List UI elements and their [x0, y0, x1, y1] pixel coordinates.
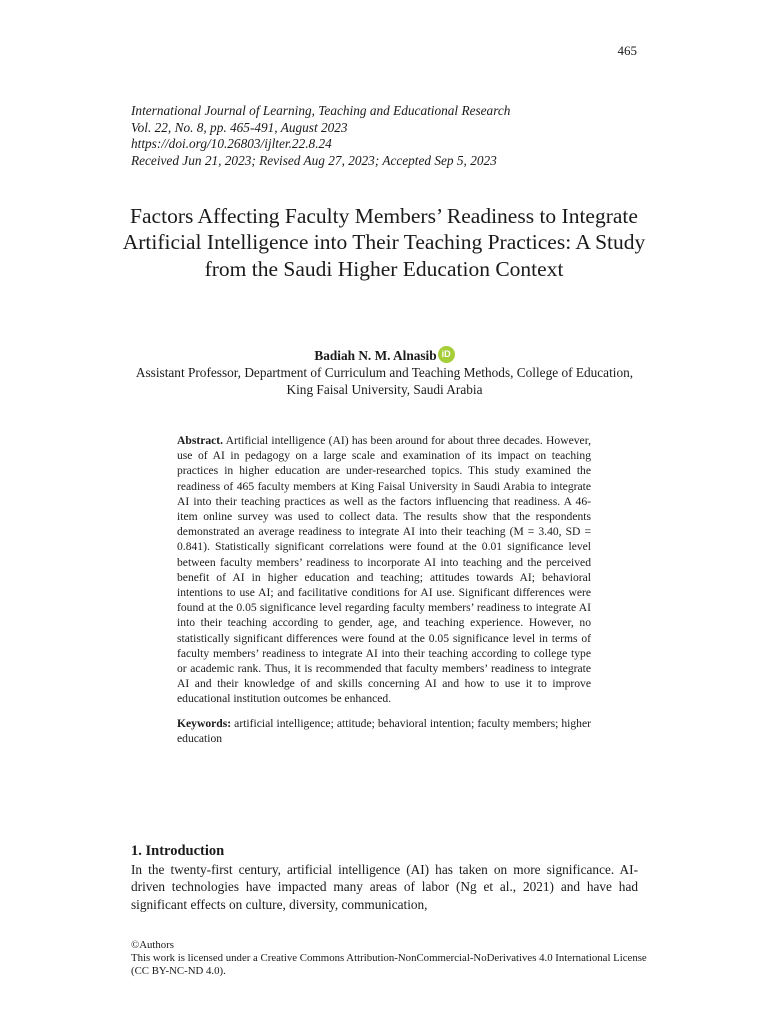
orcid-icon[interactable]: iD [438, 346, 455, 363]
license-footer [131, 939, 651, 979]
journal-name: International Journal of Learning, Teaching and Educational Research [131, 103, 511, 118]
copyright-line: ©Authors [131, 939, 174, 951]
introduction-text: In the twenty-first century, artificial intelligence (AI) has taken on more significance. AI-driven technologies have impacted many areas of labor (Ng et al., 2021) and have had significant effects on culture, diversity, communication, [131, 862, 638, 912]
abstract-block [177, 433, 591, 746]
journal-doi[interactable]: https://doi.org/10.26803/ijlter.22.8.24 [131, 136, 332, 152]
abstract-text: Artificial intelligence (AI) has been around for about three decades. However, use of AI in pedagogy on a large scale and examination of its impact on teaching practices in higher education are under-researched topics. This study examined the readiness of 465 faculty members at King Faisal University in Saudi Arabia to integrate AI into their teaching practices as well as the factors influencing that readiness. A 46-item online survey was used to collect data. The results show that the respondents demonstrated an average readiness to integrate AI into their teaching (M = 3.40, SD = 0.841). Statistically significant correlations were found at the 0.01 significance level between faculty members’ readiness to incorporate AI into teaching and the perceived benefit of AI in higher education and teaching; attitudes towards AI; behavioral intentions to use AI; and facilitative conditions for AI use. Significant differences were found at the 0.05 significance level regarding faculty members’ readiness to integrate AI into their teaching according to gender, age, and teaching experience. However, no statistically significant differences were found at the 0.05 significance level in terms of faculty members’ readiness to integrate AI into their teaching according to college type or academic rank. Thus, it is recommended that faculty members’ readiness to integrate AI and their knowledge of and skills concerning AI and how to use it to improve educational institution outcomes be enhanced. [177, 434, 591, 706]
paper-title: Factors Affecting Faculty Members’ Readiness to Integrate Artificial Intelligence into Their Teaching Practices: A Study from the Saudi Higher Education Context [122, 204, 646, 281]
author-affiliation: Assistant Professor, Department of Curriculum and Teaching Methods, College of Education, King Faisal University, Saudi Arabia [135, 365, 634, 397]
abstract-label: Abstract. [177, 434, 224, 447]
journal-dates: Received Jun 21, 2023; Revised Aug 27, 2023; Accepted Sep 5, 2023 [131, 152, 497, 168]
keywords-label: Keywords: [177, 716, 232, 730]
abstract-paragraph [177, 433, 591, 707]
license-text: This work is licensed under a Creative Commons Attribution-NonCommercial-NoDerivatives 4.0 International License (CC BY-NC-ND 4.0). [131, 952, 647, 978]
author-name: Badiah N. M. Alnasib [314, 348, 437, 363]
author-row [131, 346, 638, 364]
section-heading-introduction: 1. Introduction [131, 843, 225, 859]
journal-info [131, 103, 651, 169]
keywords-paragraph [177, 716, 591, 746]
journal-volume: Vol. 22, No. 8, pp. 465-491, August 2023 [131, 119, 348, 135]
author-block [131, 346, 638, 398]
page-number: 465 [617, 43, 637, 58]
keywords-text: artificial intelligence; attitude; behavioral intention; faculty members; higher education [177, 716, 591, 745]
